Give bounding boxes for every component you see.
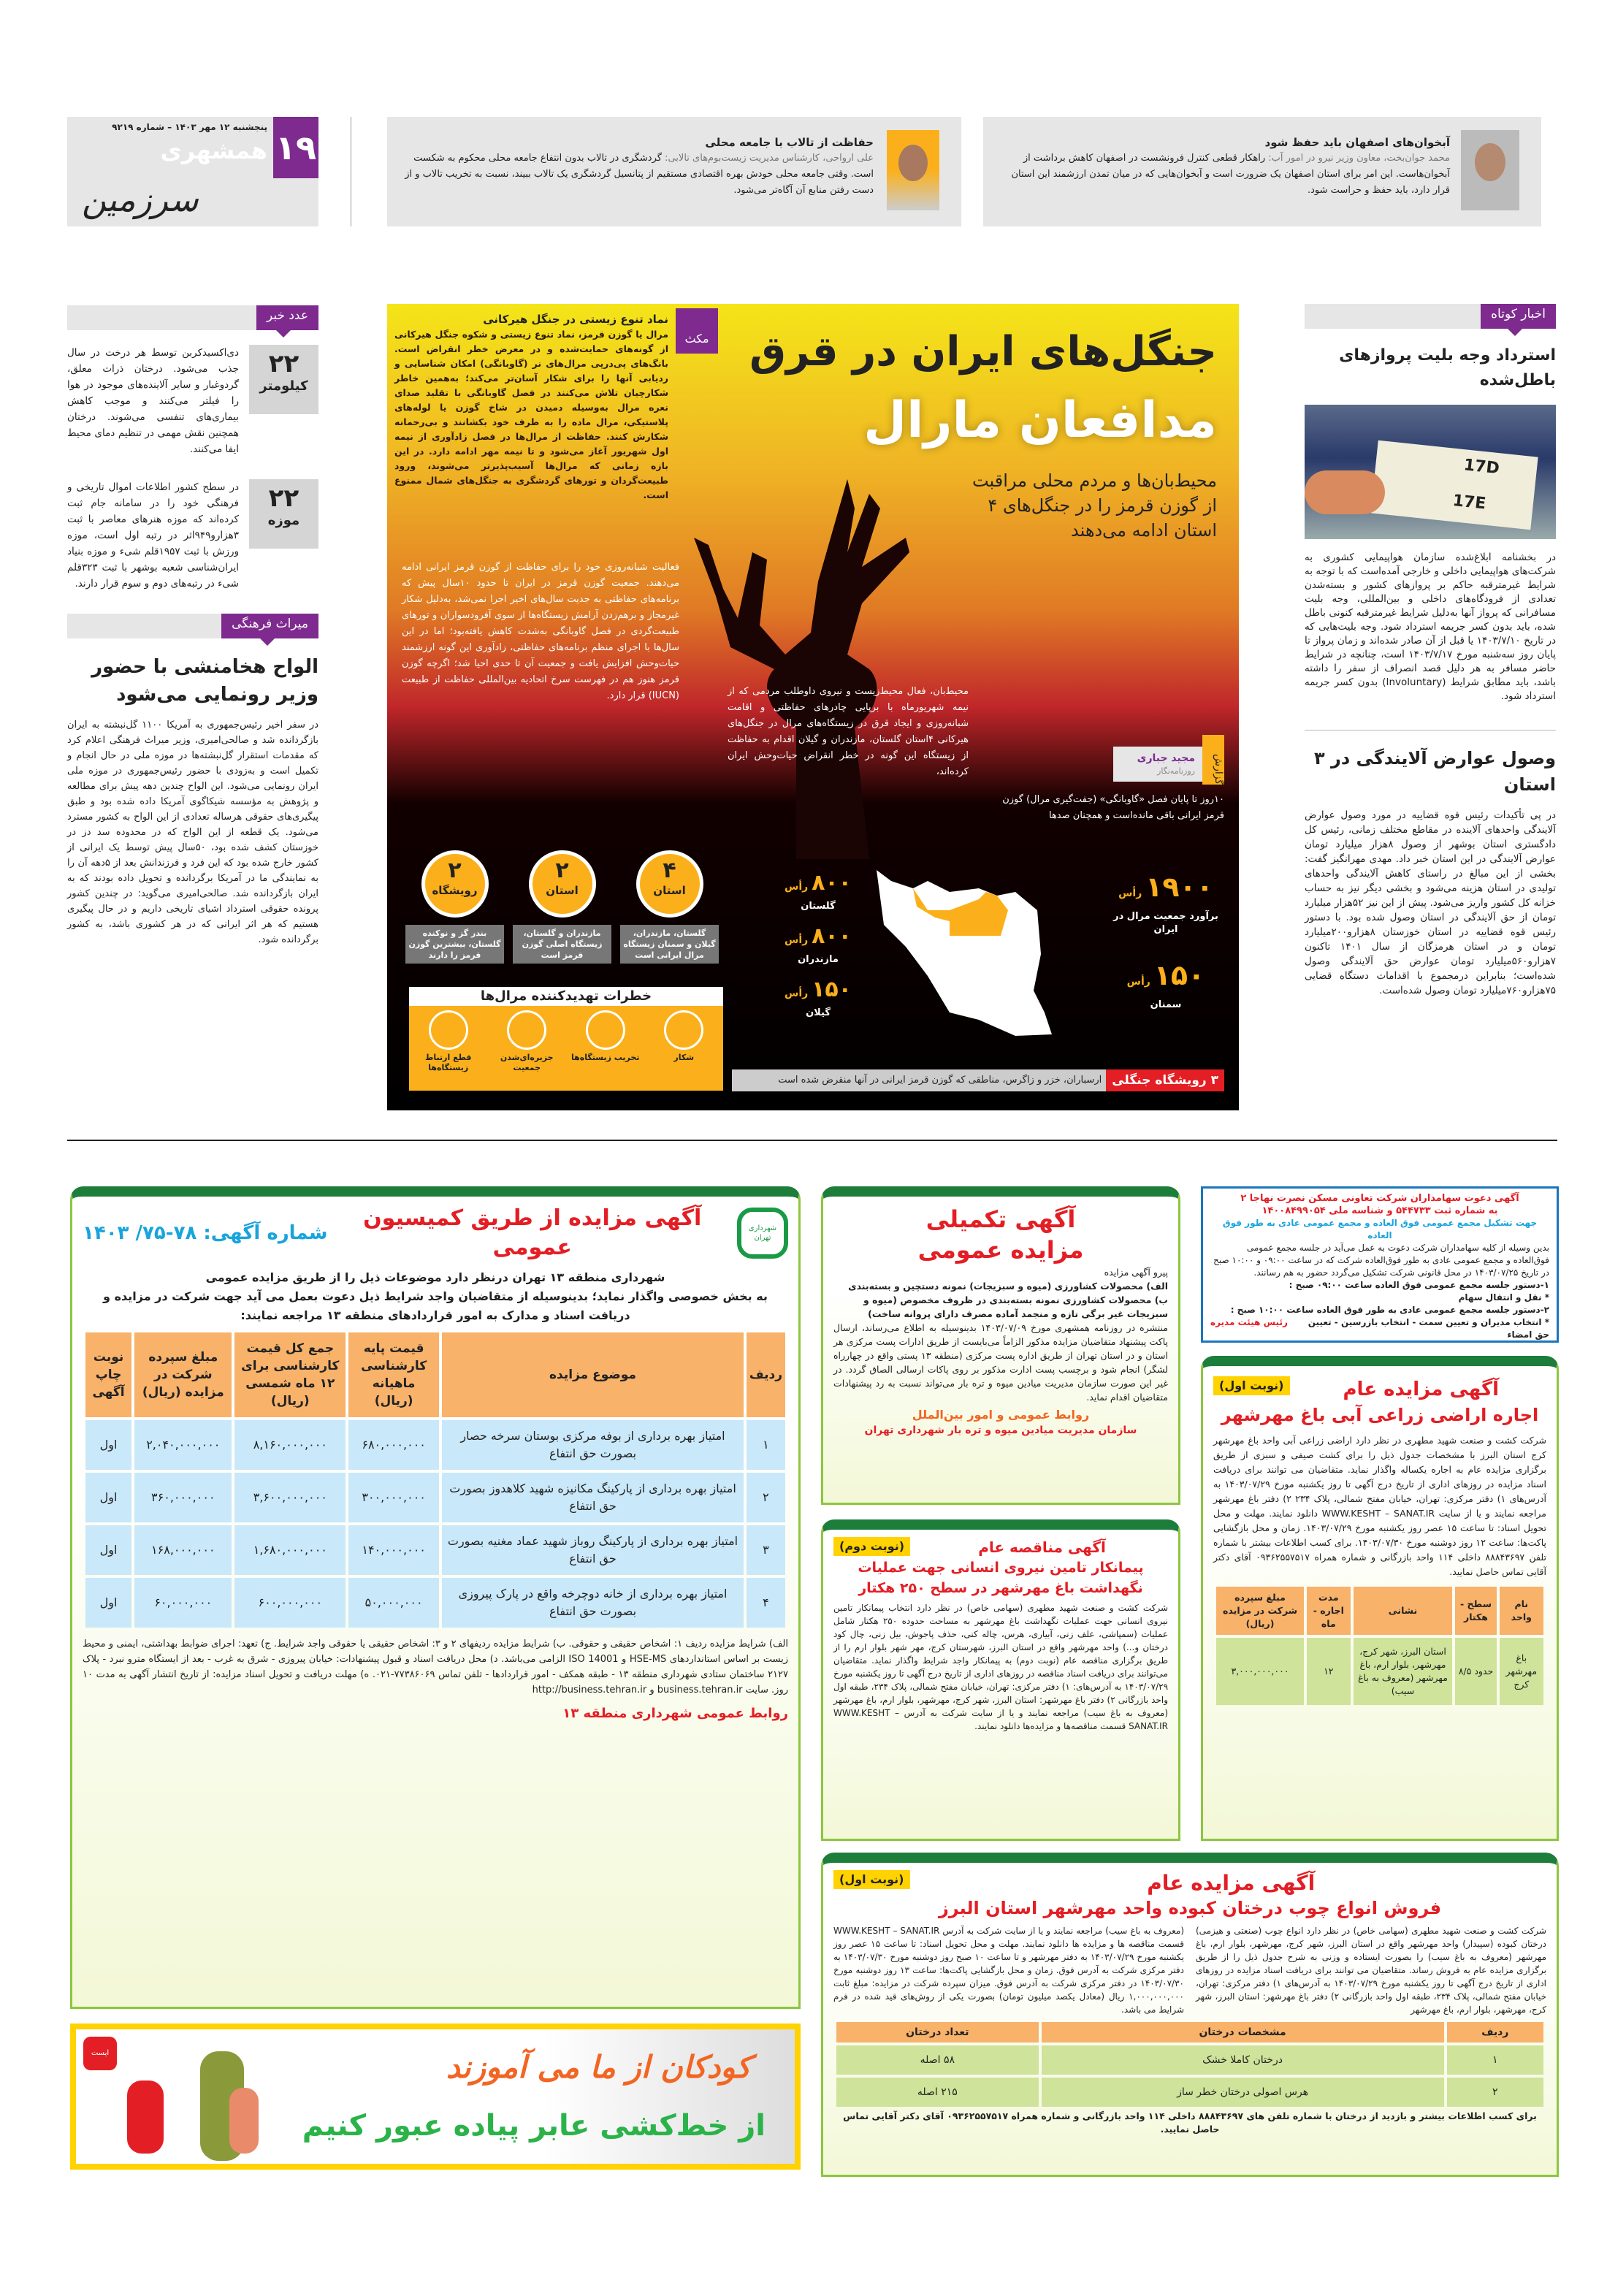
article-col-2: محیط‌بان، فعال محیط‌زیست و نیروی داوطلب مردمی که از نیمه شهریورماه با برپایی چادرهای حفاظتی و اقامت شبانه‌روزی و ایجاد قرق در زیستگاه‌های مرال در جنگل‌های هیرکانی ۴استان گلستان، مازندران و گیلان اقدام به حفاظت از زیستگاه این گونه در خطر انقراض حیات‌وحش ایران کرده‌اند، — [728, 686, 969, 777]
ad-item: الف) محصولات کشاورزی (میوه و سبزیجات) نمونه دستچین و بسته‌بندی — [848, 1281, 1168, 1292]
caption-bar — [732, 1069, 1224, 1091]
stat-value — [1100, 958, 1232, 999]
column-header: نام واحد — [1500, 1587, 1543, 1635]
agenda-item: * نقل و انتقال سهام — [1458, 1292, 1549, 1303]
page-number: ۱۹ — [273, 117, 318, 178]
ad-auction-commission — [70, 1186, 801, 2009]
column-header: مدت اجاره - ماه — [1307, 1587, 1351, 1635]
traffic-safety-banner — [70, 2024, 801, 2170]
ad-number: شماره آگهی: ۷۸-۷۵/ ۱۴۰۳ — [83, 1222, 328, 1244]
threat-icon — [507, 1010, 546, 1050]
table-cell: ۲ — [747, 1473, 785, 1522]
column-header: ردیف — [747, 1332, 785, 1417]
stat-circle-group — [405, 850, 504, 964]
table-cell: استان البرز، شهر کرج، مهرشهر، بلوار ارم، باغ مهرشهر (معروف به باغ سیب) — [1354, 1638, 1453, 1705]
agenda-item: ۱-دستور جلسه مجمع عمومی فوق العاده ساعت ۰۹:۰۰ صبح : — [1289, 1280, 1549, 1290]
map-stat — [1100, 870, 1232, 937]
ad-title: آگهی تکمیلی — [925, 1205, 1076, 1233]
column-header: مبلغ سپرده شرکت در مزایده (ریال) — [134, 1332, 232, 1417]
ad-lead: پیرو آگهی مزایده — [1104, 1267, 1168, 1278]
article-title: وصول عوارض آلایندگی در ۳ استان — [1314, 748, 1556, 795]
table-cell: ۸,۱۶۰,۰۰۰,۰۰۰ — [234, 1420, 346, 1470]
stat-number: ۴ — [663, 858, 676, 883]
threat-label: شکار — [673, 1053, 695, 1062]
report-label: گزارش — [1202, 735, 1224, 785]
stat-circle-group — [620, 850, 719, 964]
table-row — [836, 2078, 1543, 2107]
map-stat — [1100, 958, 1232, 1012]
box-title: آبخوان‌های اصفهان باید حفظ شود — [1264, 136, 1450, 149]
ad-footer: روابط عمومی و امور بین‌الملل — [912, 1408, 1090, 1422]
caption-red-label: ۳ رویشگاه جنگلی — [1106, 1069, 1224, 1091]
threat-item — [570, 1010, 640, 1073]
round-tag: (نوبت اول) — [1213, 1376, 1290, 1395]
ad-title: پیمانکار تامین نیروی انسانی جهت عملیات نگهداشت باغ مهرشهر در سطح ۲۵۰ هکتار — [858, 1560, 1144, 1596]
agenda-item: * انتخاب مدیران و تعیین سمت - انتخاب بازرسین - تعیین حق امضاء — [1308, 1317, 1549, 1340]
section-header: اخبار کوتاه — [1305, 304, 1556, 329]
table-cell: ۲ — [1447, 2078, 1543, 2107]
table-header-row — [1216, 1587, 1543, 1635]
stat-region: برآورد جمعیت مرال در ایران — [1113, 911, 1218, 935]
stat-value — [1100, 870, 1232, 910]
box-lead: محمد جوان‌بخت، معاون وزیر نیرو در امور آب: — [1268, 153, 1450, 164]
auction-table — [83, 1330, 788, 1631]
ad-text: شرکت کشت و صنعت شهید مطهری (سهامی خاص) در نظر دارد انتخاب پیمانکار تامین نیروی انسانی جهت عملیات نگهداشت باغ مهرشهر به مساحت حدوده ۲۵۰ هکتار شامل عملیات (سمپاشی، علف زنی، آبیاری، هرس، چاله کنی، حذف پاجوش، بیل زنی، چال کود درختان و...) واحد مهرشهر واقع در استان البرز، شهرستان کرج، مهر شهر بلوار ارم را از طریق برگزاری مناقصه عام (نوبت دوم) به پیمانکار واجد شرایط واگذار نماید. متقاضیان می‌توانند برای دریافت اسناد مناقصه در روزهای اداری از تاریخ درج آگهی تا روز یکشنبه مورخ ۱۴۰۳/۰۷/۲۹ به آدرس‌های: ۱) دفتر مرکزی: تهران، خیابان مفتح شمالی، پلاک ۲۳۴، طبقه اول واحد بازرگانی ۲) دفتر باغ مهرشهر: استان البرز، شهر کرج، مهرشهر، بلوار ارم، باغ مهرشهر (معروف به باغ سیب) مراجعه نمایند و یا از سایت شرکت به آدرس WWW.KESHT – SANAT.IR قسمت مناقصه‌ها و مزایده‌ها دانلود نمایند. — [833, 1603, 1169, 1731]
number-badge: ۲۲ موزه — [249, 479, 318, 549]
seat-label: 17E — [1451, 491, 1487, 514]
table-cell: ۴ — [747, 1578, 785, 1628]
table-cell: هرس اصولی درختان خطر ساز — [1042, 2078, 1444, 2107]
table-cell: ۱ — [1447, 2045, 1543, 2075]
stop-sign: ایست — [83, 2037, 117, 2070]
stat-unit: رأس — [785, 881, 812, 893]
table-header-row — [85, 1332, 785, 1417]
stat-unit: رأس — [785, 934, 812, 946]
ad-title: مزایده عمومی — [917, 1236, 1084, 1264]
iran-map — [869, 866, 1066, 1049]
ad-title: آگهی مزایده عام — [1147, 1871, 1316, 1895]
stat-description: بندر گز و نوکنده گلستان، بیشترین گوزن قرمز را دارند — [405, 925, 504, 964]
table-cell: باغ مهرشهر کرج — [1500, 1638, 1543, 1705]
feature-infographic — [387, 304, 1239, 1110]
deer-silhouette — [628, 450, 1008, 859]
tehran-municipality-logo: شهرداری تهران — [737, 1208, 788, 1259]
ad-footer: روابط عمومی شهرداری منطقه ۱۳ — [562, 1706, 788, 1721]
stat-region: سمنان — [1150, 999, 1182, 1010]
ad-item: ب) محصولات کشاورزی نمونه بسته‌بندی در ظروف مخصوص (میوه و سبزیجات غیر برگی تازه و منجمد آماده مصرف دارای پروانه ساخت) — [863, 1294, 1168, 1319]
box-text: گردشگری در تالاب بدون انتفاع جامعه محلی محکوم به شکست است. وقتی جامعه محلی خودش بهره اقتصادی مستقیم از پتانسیل گردشگری یک تالاب ببیند، نسبت به تخریب تالاب و از دست رفتن منابع آن آگاه‌تر می‌شود. — [405, 153, 874, 196]
ad-title: آگهی مناقصه عام — [978, 1538, 1106, 1556]
top-box-wetland — [387, 117, 961, 226]
stat-value-number: ۱۹۰۰ — [1145, 871, 1213, 903]
number-news-item — [67, 479, 318, 592]
table-cell: ۳ — [747, 1525, 785, 1575]
ad-text: شرکت کشت و صنعت شهید مطهری در نظر دارد اراضی زراعی آبی واحد باغ مهرشهر کرج استان البرز با مشخصات جدول ذیل را برای کشت صیفی و سبزی از طریق برگزاری مزایده عام به اجاره یکساله واگذار نماید. متقاضیان می توانند برای دریافت اسناد مزایده در روزهای اداری از تاریخ درج آگهی تا روز یکشنبه مورخ ۱۴۰۳/۰۷/۲۹ به آدرس‌های ۱) دفتر مرکزی: تهران، خیابان مفتح شمالی، پلاک ۲۳۴ ۲) دفتر باغ مهرشهر مراجعه نمایند و یا از سایت WWW.KESHT – SANAT.IR دانلود نمایند. مهلت و محل تحویل اسناد: تا ساعت ۱۵ عصر روز یکشنبه مورخ ۱۴۰۳/۰۷/۲۹. زمان و محل بازگشایی پاکت‌ها: ساعت ۱۲ روز دوشنبه مورخ ۱۴۰۳/۰۷/۳۰. برای کسب اطلاعات بیشتر با شماره تلفن ۸۸۸۴۳۶۹۷ داخلی ۱۱۴ واحد بازرگانی و شماره همراه ۰۹۳۶۲۵۵۷۵۱۷ آقای دکتر آقایی تماس حاصل نمایید. — [1213, 1435, 1547, 1577]
article-col-3: فعالیت شبانه‌روزی خود را برای حفاظت از گوزن قرمز ایرانی ادامه می‌دهند. جمعیت گوزن قرمز در ایران تا حدود ۱۰سال پیش که برنامه‌های حفاظتی به جدیت سال‌های اخیر اجرا نمی‌شد، به‌دلیل شکار غیرمجاز و برهم‌زدن آرامش زیستگاه‌ها از سوی آفرودسواران و تورهای طبیعت‌گردی در فصل گاوبانگی به‌شدت کاهش یافته‌بود؛ اما در این سال‌ها با اجرای منظم برنامه‌های حفاظتی، زادآوری این گونه ارزشمند حیات‌وحش افزایش یافت و جمعیت آن تا حدی احیا شد؛ اگرچه گوزن قرمز هنوز هم در فهرست سرخ اتحادیه بین‌المللی حفاظت از طبیعت (IUCN) قرار دارد. — [402, 562, 679, 701]
threat-label: تخریب زیستگاه‌ها — [571, 1053, 640, 1062]
map-stat — [774, 977, 862, 1020]
article-title: استرداد وجه بلیت پروازهای باطل‌شده — [1339, 346, 1556, 389]
table-header-row — [836, 2022, 1543, 2043]
ad-footer: سازمان مدیریت میادین میوه و تره بار شهرداری تهران — [864, 1424, 1137, 1436]
table-row — [1216, 1638, 1543, 1705]
stat-description: مازندران و گلستان، زیستگاه اصلی گوزن قرمز است — [513, 925, 611, 964]
column-header: نوبت چاپ آگهی — [85, 1332, 131, 1417]
stat-description: گلستان، مازندران، گیلان و سمنان زیستگاه مرال ایرانی است — [620, 925, 719, 964]
table-cell: امتیاز بهره برداری از پارکینگ روباز شهید عماد مغنیه بصورت حق انتفاع — [442, 1525, 744, 1575]
threats-panel — [409, 987, 723, 1091]
threat-icon — [664, 1010, 703, 1050]
ad-text: (معروف به باغ سیب) مراجعه نمایند و یا از سایت شرکت به آدرس WWW.KESHT – SANAT.IR قسمت مناقصه ها و مزایده ها دانلود نمایند. مهلت و محل تحویل اسناد: تا ساعت ۱۵ عصر روز یکشنبه مورخ ۱۴۰۳/۰۷/۲۹ به دفتر مهرشهر و تا ساعت ۱۰ صبح روز دوشنبه مورخ ۱۴۰۳/۰۷/۳۰ به دفتر مرکزی شرکت به آدرس فوق. زمان و محل بازگشایی پاکت‌ها: ساعت ۱۳ روز دوشنبه مورخ ۱۴۰۳/۰۷/۳۰ در دفتر مرکزی شرکت به آدرس فوق. میزان سپرده شرکت در مزایده: مبلغ ثابت ۱,۰۰۰,۰۰۰,۰۰۰ ریال (معادل یکصد میلیون تومان) بصورت یکی از روش‌های قید شده در فرم شرایط می باشد. — [833, 1926, 1185, 2015]
table-cell: درختان کاملا خشک — [1042, 2045, 1444, 2075]
logo: سرزمین — [82, 180, 199, 219]
ad-wood-sale-auction — [821, 1853, 1559, 2177]
table-cell: ۱,۶۸۰,۰۰۰,۰۰۰ — [234, 1525, 346, 1575]
stat-value — [774, 977, 862, 1007]
table-cell: امتیاز بهره برداری از خانه دوچرخه واقع در پارک پیروزی بصورت حق انتفاع — [442, 1578, 744, 1628]
threat-icon — [429, 1010, 468, 1050]
signature: رئیس هیئت مدیره — [1210, 1317, 1288, 1327]
table-cell: امتیاز بهره برداری از بوفه مرکزی بوستان سرخه حصار بصورت حق انتفاع — [442, 1420, 744, 1470]
right-column — [1305, 304, 1556, 998]
stat-value-number: ۱۵۰ — [1153, 959, 1205, 991]
column-header: سطح - هکتار — [1455, 1587, 1496, 1635]
issue-date: پنجشنبه ۱۲ مهر ۱۴۰۳ – شماره ۹۲۱۹ — [112, 122, 267, 132]
number-news-text: در سطح کشور اطلاعات اموال تاریخی و فرهنگی خود را در سامانه جام ثبت کرده‌اند که موزه هنرهای معاصر با ثبت ۳هزارو۹۴۹اثر در رتبه اول است، موزه ورزش با ثبت ۱۹۵۷قلم شیء و موزه بنیاد ایران‌شناسی شعبه بوشهر با ثبت ۳۲۳قلم شیء در رتبه‌های دوم و سوم قرار دارند. — [67, 481, 239, 590]
table-cell: امتیاز بهره برداری از پارکینگ مکانیزه شهید کلاهدوز بصورت حق انتفاع — [442, 1473, 744, 1522]
subhead: محیط‌بان‌ها و مردم محلی مراقبت از گوزن قرمز را در جنگل‌های ۴ استان ادامه می‌دهند — [972, 470, 1217, 541]
ad-supplementary-auction — [821, 1186, 1180, 1505]
stat-circles — [405, 850, 719, 964]
ad-footer: برای کسب اطلاعات بیشتر و بازدید از درختان با شماره تلفن های ۸۸۸۴۳۶۹۷ داخلی ۱۱۴ واحد بازرگانی و شماره همراه ۰۹۳۶۲۵۵۷۵۱۷ آقای دکتر آقایی تماس حاصل نمایید. — [843, 2110, 1537, 2135]
headline-2: مدافعان مارال — [863, 392, 1217, 449]
threat-item — [492, 1010, 562, 1073]
lease-table — [1213, 1584, 1546, 1708]
stat-label: رویشگاه — [432, 884, 478, 897]
ad-land-lease-auction — [1201, 1356, 1559, 1841]
boarding-pass-photo — [1305, 405, 1556, 539]
stat-value — [774, 923, 862, 953]
table-cell: ۶۸۰,۰۰۰,۰۰۰ — [348, 1420, 439, 1470]
article-body: در بخشنامه ابلاغ‌شده سازمان هواپیمایی کشوری به شرکت‌های هواپیمایی داخلی و خارجی آمده‌است که با توجه به شرایط غیرمترقبه حاکم بر پروازهای کشور و بسته‌شدن تعدادی از فرودگاه‌های داخلی و بین‌المللی، وجه بلیت مسافرانی که پرواز آنها به‌دلیل شرایط غیرمترقبه کنونی باطل شده، باید بدون کسر جریمه استرداد شود. وجه بلیت‌هایی که در تاریخ ۱۴۰۳/۷/۱۰ یا قبل از آن صادر شده‌اند و زمان پرواز تا پایان روز سه‌شنبه مورخ ۱۴۰۳/۷/۱۷ است، چنانچه در شرایط حاضر مسافر به هر دلیل قصد انصراف از سفر را داشته باشد، باید مطابق شرایط (Involuntary) بدون کسر جریمه استرداد شود. — [1305, 552, 1556, 702]
map-stat — [774, 923, 862, 966]
table-row — [836, 2045, 1543, 2075]
number-badge: ۲۲ کیلومتر — [249, 345, 318, 414]
stat-unit: رأس — [1126, 976, 1154, 988]
table-cell: ۵۸ اصله — [836, 2045, 1039, 2075]
ad-title: به شماره ثبت ۵۴۴۷۳۳ و شناسه ملی ۱۴۰۰۸۴۹۹۰۵۴ — [1261, 1205, 1498, 1216]
table-cell: ۱۴۰,۰۰۰,۰۰۰ — [348, 1525, 439, 1575]
ad-intro: شهرداری منطقه ۱۳ تهران درنظر دارد موضوعات ذیل را از طریق مزایده عمومی — [205, 1270, 665, 1284]
table-row — [85, 1473, 785, 1522]
number-news-item — [67, 345, 318, 457]
column-header: قیمت پایه کارشناسی ماهیانه (ریال) — [348, 1332, 439, 1417]
stat-circle — [529, 850, 596, 918]
ad-title: آگهی مزایده از طریق کمیسیون عمومی — [363, 1205, 702, 1260]
masthead — [67, 117, 318, 226]
column-header: تعداد درختان — [836, 2022, 1039, 2043]
banner-line-2: از خط‌کشی عابر پیاده عبور کنیم — [302, 2109, 766, 2143]
table-cell: ۲,۰۴۰,۰۰۰,۰۰۰ — [134, 1420, 232, 1470]
table-cell: ۶۰۰,۰۰۰,۰۰۰ — [234, 1578, 346, 1628]
ad-tender — [821, 1519, 1180, 1841]
table-cell: ۳,۰۰۰,۰۰۰,۰۰۰ — [1216, 1638, 1304, 1705]
stat-region: مازندران — [798, 954, 839, 965]
left-column — [67, 305, 318, 947]
box-text: راهکار قطعی کنترل فرونشست در اصفهان کاهش برداشت از آبخوان‌هاست. این امر برای استان اصفهان یک ضرورت است و آبخوان‌هایی که در میان تمدن ارزشمند این استان قرار دارد، باید حفظ و حراست شود. — [1011, 153, 1450, 196]
section-logo: همشهری — [160, 137, 267, 164]
stat-value-number: ۸۰۰ — [812, 923, 852, 949]
column-header: موضوع مزایده — [442, 1332, 744, 1417]
threat-icon — [586, 1010, 625, 1050]
ad-text: شرکت کشت و صنعت شهید مطهری (سهامی خاص) در نظر دارد انواع چوب (صنعتی و هیزمی) درختان کبوده (سپیدار) واحد مهرشهر واقع در استان البرز، شهر کرج، مهرشهر، بلوار ارم، باغ مهرشهر (معروف به باغ سیب) را بصورت ایستاده و وزنی به شرح جدول ذیل را از طریق برگزاری مزایده عام به فروش رساند. متقاضیان می توانند برای دریافت اسناد مزایده در روزهای اداری از تاریخ درج آگهی تا روز یکشنبه مورخ ۱۴۰۳/۰۷/۲۹ به آدرس‌های ۱) دفتر مرکزی: تهران، خیابان مفتح شمالی، پلاک ۲۳۴، طبقه اول واحد بازرگانی ۲) دفتر باغ مهرشهر: استان البرز، شهر کرج، مهرشهر، بلوار ارم، باغ مهرشهر — [1196, 1926, 1547, 2015]
stat-region: گیلان — [806, 1007, 831, 1018]
top-box-aquifers — [983, 117, 1541, 226]
stat-label: استان — [546, 884, 579, 897]
portrait-photo — [887, 130, 939, 210]
table-cell: اول — [85, 1473, 131, 1522]
threats-title: خطرات تهدیدکننده مرال‌ها — [409, 987, 723, 1006]
round-tag: (نوبت اول) — [833, 1870, 910, 1889]
trees-table — [833, 2019, 1546, 2110]
author-role: روزنامه‌نگار — [1157, 766, 1195, 776]
table-cell: ۳۶۰,۰۰۰,۰۰۰ — [134, 1473, 232, 1522]
table-cell: اول — [85, 1578, 131, 1628]
sidebar-title: نماد تنوع زیستی در جنگل هیرکانی — [483, 313, 668, 326]
table-row — [85, 1578, 785, 1628]
table-cell: ۱ — [747, 1420, 785, 1470]
table-cell: ۱۲ — [1307, 1638, 1351, 1705]
table-row — [85, 1525, 785, 1575]
column-header: مشخصات درختان — [1042, 2022, 1444, 2043]
ad-title: اجاره اراضی زراعی آبی باغ مهرشهر — [1221, 1405, 1539, 1425]
threat-item — [413, 1010, 483, 1073]
article-body: در پی تأکیدات رئیس قوه قضاییه در مورد وصول عوارض آلایندگی واحدهای آلاینده در مقاطع مختلف زمانی، رئیس کل دادگستری استان بوشهر از وصول ۸هزار میلیارد تومان عوارض آلایندگی در این استان خبر داد. مهدی مهرانگیز گفت: بخشی از این مبالغ در راستای کاهش آلایندگی واحدهای تولیدی در استان هزینه می‌شود و بخشی دیگر نیز به حساب خزانه کل کشور واریز می‌شود. پیش از این نیز ۵۲هزار میلیارد تومان از حق آلایندگی در استان وصول شده بود. با دستور رئیس قوه قضاییه در استان خوزستان ۸هزارو۲۰۰میلیارد تومان و در استان هرمزگان از سال ۱۴۰۱ تاکنون ۷هزارو۵۶۰میلیارد تومان عوارض حق آلایندگی وصول شده‌است؛ بنابراین درمجموع با اقدامات دستگاه قضایی ۷۵هزارو۷۶۰میلیارد تومان وصول شده‌است. — [1305, 809, 1557, 996]
ads-divider — [67, 1140, 1557, 1141]
portrait-photo — [1461, 130, 1519, 210]
ad-shareholders-invitation — [1201, 1186, 1559, 1343]
column-header: مبلغ سپرده شرکت در مزایده (ریال) — [1216, 1587, 1304, 1635]
column-header: ردیف — [1447, 2022, 1543, 2043]
author-name: مجید جباری — [1137, 752, 1195, 764]
article-title: الواح هخامنشی با حضور وزیر رونمایی می‌شود — [91, 656, 318, 706]
stat-circle-group — [513, 850, 611, 964]
table-row — [85, 1420, 785, 1470]
stat-unit: رأس — [1118, 888, 1146, 899]
table-cell: ۲۱۵ اصله — [836, 2078, 1039, 2107]
table-cell: اول — [85, 1525, 131, 1575]
ad-terms: الف) شرایط مزایده ردیف ۱: اشخاص حقیقی و حقوقی. ب) شرایط مزایده ردیفهای ۲ و ۳: اشخاص حقیقی یا حقوقی واجد شرایط. ج) تعهد: اجرای ضوابط بهداشتی، ایمنی و محیط زیست بر اساس استانداردهای HSE-MS و ISO 14001 الزامی می‌باشد. د) محل دریافت اسناد و قبول پیشنهادات: خیابان پیروزی - شرق به غرب - بعد از ایستگاه مترو نبرد - پلاک ۲۱۲۷ ساختمان ستادی شهرداری منطقه ۱۳ - طبقه همکف - امور قراردادها - تلفن تماس ۷۷۳۸۶۰۶۹-۰۲۱. ه) مهلت دریافت و تحویل اسناد مزایده: از تاریخ انتشار آگهی به مدت ۱۰ روز. سایت business.tehran.ir و http://business.tehran.ir — [83, 1639, 789, 1696]
sidebar-text: مرال یا گوزن قرمز، نماد تنوع زیستی و شکوه جنگل هیرکانی از گونه‌های حمایت‌شده و در معرض خطر انقراض است. بانگ‌های پی‌درپی مرال‌های نر (گاوبانگی) امکان شناسایی و ردیابی آنها را برای شکار آسان‌تر می‌کند؛ به‌همین خاطر شکارچیان تلاش می‌کنند در فصل گاوبانگی با تقلید صدای نعره مرال به‌وسیله دمیدن در شاخ گوزن یا لوله‌های پلاستیکی، مرال ماده را به طرف خود بکشانند و بی‌رحمانه شکارش کنند. حفاظت از مرال‌ها در فصل زادآوری از نیمه اول شهریور آغاز می‌شود و تا نیمه مهر ادامه دارد. در این بازه زمانی که مرال‌ها آسیب‌پذیرتر می‌شوند، ورود طبیعت‌گردان و تورهای گردشگری به جنگل‌های شمال ممنوع است. — [394, 329, 668, 500]
table-cell: حدود ۸/۵ — [1455, 1638, 1496, 1705]
headline-1: جنگل‌های ایران در قرق — [749, 328, 1217, 375]
caption-text: ارسباران، خزر و زاگرس، مناطقی که گوزن قرمز ایرانی در آنها منقرض شده است — [732, 1069, 1106, 1091]
article-body: در سفر اخیر رئیس‌جمهوری به آمریکا ۱۱۰۰ گل‌نبشته به ایران بازگردانده شد و صالحی‌امیری، وزیر میراث فرهنگی اعلام کرد که مقدمات استقرار گل‌نبشته‌ها در موزه ملی در حال انجام و تکمیل است و به‌زودی با حضور رئیس‌جمهوری در موزه ملی ایران رونمایی می‌شود. این الواح چندین دهه پیش برای مطالعه و پژوهش به مؤسسه شیکاگوی آمریکا داده شده بود و طبق پیگیری‌های حقوقی هرساله تعدادی از این الواح به کشور مسترد می‌شود. یک قطعه از این الواح که در محدوده سد دز در خوزستان کشف شده بود، ۵۰سال پیش توسط یک ایرانی از کشور خارج شده بود که این فرد و فرزندانش بعد از ۵دهه آن را به نمایندگی ما در آمریکا برگردانده و تحویل داده بودند که به ایران بازگردانده شد. صالحی‌امیری می‌گوید: در چندین کشور پرونده حقوقی استرداد اشیای تاریخی داریم و در حال پیگیری هستیم که هر اثر ایرانی که در هر کشوری باشد، به کشور برگردانده شود. — [67, 720, 318, 945]
stat-label: استان — [653, 884, 686, 897]
stat-value-number: ۱۵۰ — [812, 977, 852, 1002]
ad-title: آگهی دعوت سهامداران شرکت تعاونی مسکن نصرت نهاجا ۲ — [1240, 1193, 1519, 1204]
article-col-1: ۱۰روز تا پایان فصل «گاوبانگی» (جفت‌گیری مرال) گوزن قرمز ایرانی باقی مانده‌است و همچنان صدها — [1002, 794, 1224, 821]
ad-text: بدین وسیله از کلیه سهامداران شرکت دعوت به عمل می‌آید در جلسه مجمع عمومی فوق‌العاده و مجمع عمومی عادی به طور فوق‌العاده شرکت که در ساعت ۰۹:۰۰ و ۱۰:۰۰ صبح در تاریخ ۱۴۰۳/۰۷/۲۵ در محل قانونی شرکت تشکیل می‌گردد حضور به هم رسانند. — [1213, 1243, 1549, 1278]
threat-label: قطع ارتباط زیستگاه‌ها — [424, 1053, 472, 1072]
children-illustration — [120, 2044, 310, 2161]
stat-region: گلستان — [801, 901, 836, 912]
stat-circle — [421, 850, 489, 918]
round-tag: (نوبت دوم) — [833, 1537, 910, 1556]
table-cell: ۵۰,۰۰۰,۰۰۰ — [348, 1578, 439, 1628]
box-lead: علی ارواحی، کارشناس مدیریت زیست‌بوم‌های تالابی: — [665, 153, 874, 164]
table-cell: اول — [85, 1420, 131, 1470]
number-news-text: دی‌اکسیدکربن توسط هر درخت در سال جذب می‌شود. درختان ذرات معلق، گردوغبار و سایر آلاینده‌های موجود در هوا را فیلتر می‌کنند و موجب کاهش بیماری‌های تنفسی می‌شوند. درختان همچنین نقش مهمی در تنظیم دمای محیط ایفا می‌کنند. — [67, 347, 239, 455]
stat-number: ۲ — [448, 858, 462, 883]
map-stat — [774, 870, 862, 913]
stat-circle — [636, 850, 703, 918]
threat-item — [649, 1010, 719, 1073]
ad-intro: به بخش خصوصی واگذار نماید؛ بدینوسیله از متقاضیان واجد شرایط ذیل دعوت بعمل می آید جهت شرکت در مزایده و دریافت اسناد و مدارک به امور قراردادهای منطقه ۱۳ مراجعه نمایند: — [103, 1289, 768, 1322]
banner-line-1: کودکان از ما می آموزند — [446, 2049, 751, 2085]
ad-title: آگهی مزایده عام — [1343, 1378, 1499, 1400]
agenda-item: ۲-دستور جلسه مجمع عمومی عادی به طور فوق العاده ساعت ۱۰:۰۰ صبح : — [1230, 1305, 1549, 1315]
threat-label: جزیره‌ای‌شدن جمعیت — [500, 1053, 554, 1072]
table-cell: ۱۶۸,۰۰۰,۰۰۰ — [134, 1525, 232, 1575]
section-header: عدد خبر — [67, 305, 318, 330]
section-header: میراث فرهنگی — [67, 614, 318, 638]
stat-value — [774, 870, 862, 900]
stat-unit: رأس — [785, 988, 812, 999]
box-title: حفاظت از تالاب با جامعه محلی — [705, 136, 874, 149]
stat-number: ۲ — [555, 858, 569, 883]
ad-title: فروش انواع چوب درختان کبوده واحد مهرشهر استان البرز — [938, 1898, 1442, 1918]
stat-value-number: ۸۰۰ — [812, 870, 852, 896]
seat-label: 17D — [1462, 456, 1500, 478]
table-cell: ۶۰,۰۰۰,۰۰۰ — [134, 1578, 232, 1628]
column-header: نشانی — [1354, 1587, 1453, 1635]
table-cell: ۳۰۰,۰۰۰,۰۰۰ — [348, 1473, 439, 1522]
sidebar-tag: مکث — [676, 308, 718, 354]
column-header: جمع کل قیمت کارشناسی برای ۱۲ ماه شمسی (ریال) — [234, 1332, 346, 1417]
table-cell: ۳,۶۰۰,۰۰۰,۰۰۰ — [234, 1473, 346, 1522]
ad-text: منتشره در روزنامه همشهری مورخ ۱۴۰۳/۰۷/۰۹ بدینوسیله به اطلاع می‌رساند، ارسال پاکت پیشنهاد متقاضیان مزایده مذکور الزاماً می‌بایست از طریق ادارات پست مرکزی هر استان و در استان تهران از طریق اداره پست مرکزی (منطقه ۱۳ پستی واقع در چهارراه لشگر) انجام شود و برچسب پست ادارت مذکور بر روی پاکات ارسالی الصاق گردد. در غیر این صورت سازمان مدیریت میادین میوه و تره بار می‌تواند نسبت به رد پیشنهادات متقاضیان اقدام نماید. — [833, 1322, 1168, 1403]
ad-subtitle: جهت تشکیل مجمع عمومی فوق العاده و مجمع عمومی عادی به طور فوق العاده — [1222, 1218, 1538, 1240]
